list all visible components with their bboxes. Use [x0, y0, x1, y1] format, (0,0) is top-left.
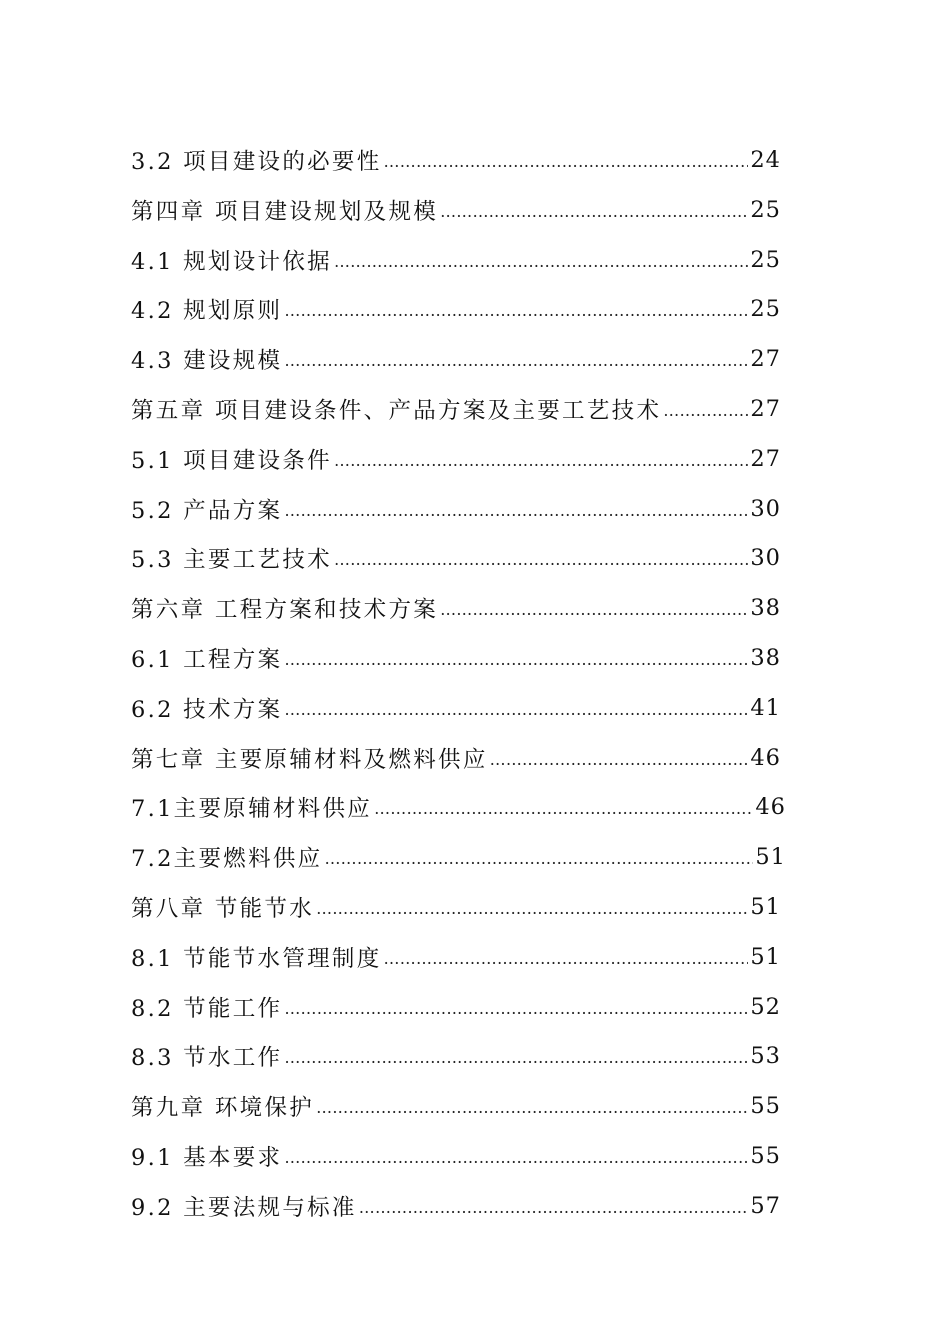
toc-entry[interactable] — [131, 442, 781, 476]
toc-entry[interactable] — [131, 641, 781, 675]
toc-entry-title: 6.2 技术方案 — [131, 696, 283, 723]
toc-entry[interactable] — [131, 840, 786, 874]
toc-dot-leader — [334, 451, 748, 476]
toc-entry[interactable] — [131, 541, 781, 575]
toc-dot-leader — [316, 1098, 748, 1123]
toc-entry[interactable] — [131, 1039, 781, 1073]
toc-entry-title: 8.1 节能节水管理制度 — [131, 945, 382, 972]
toc-entry-title: 第四章 项目建设规划及规模 — [131, 198, 439, 225]
toc-entry-title: 5.3 主要工艺技术 — [131, 547, 332, 574]
toc-entry[interactable] — [131, 1089, 781, 1123]
toc-dot-leader — [374, 799, 753, 824]
toc-entry[interactable] — [131, 492, 781, 526]
toc-entry-title: 9.2 主要法规与标准 — [131, 1194, 357, 1221]
toc-entry-title: 4.1 规划设计依据 — [131, 248, 332, 275]
toc-entry[interactable] — [131, 990, 781, 1024]
toc-entry[interactable] — [131, 591, 781, 625]
toc-entry-title: 5.1 项目建设条件 — [131, 447, 332, 474]
toc-dot-leader — [284, 650, 748, 675]
toc-entry-title: 8.2 节能工作 — [131, 995, 283, 1022]
toc-entry-page-number: 51 — [755, 844, 786, 871]
toc-entry[interactable] — [131, 143, 781, 177]
toc-entry-page-number: 57 — [750, 1192, 781, 1219]
toc-entry-title: 第五章 项目建设条件、产品方案及主要工艺技术 — [131, 398, 662, 424]
toc-entry-title: 第九章 环境保护 — [131, 1095, 315, 1122]
toc-entry-page-number: 38 — [750, 595, 781, 622]
toc-entry-page-number: 51 — [750, 943, 781, 970]
toc-dot-leader — [316, 899, 748, 924]
toc-dot-leader — [490, 750, 749, 775]
toc-dot-leader — [334, 252, 748, 277]
toc-dot-leader — [334, 550, 748, 575]
toc-entry[interactable] — [131, 292, 781, 326]
toc-dot-leader — [284, 1148, 748, 1173]
toc-entry[interactable] — [131, 741, 781, 775]
toc-entry-page-number: 55 — [750, 1143, 781, 1169]
toc-entry-page-number: 46 — [750, 744, 781, 771]
toc-entry[interactable] — [131, 342, 781, 376]
toc-dot-leader — [384, 152, 749, 177]
toc-entry-page-number: 25 — [750, 196, 781, 223]
toc-entry-page-number: 53 — [750, 1043, 781, 1070]
toc-entry[interactable] — [131, 940, 781, 974]
toc-dot-leader — [324, 849, 753, 874]
toc-entry-title: 3.2 项目建设的必要性 — [131, 149, 382, 175]
toc-entry-page-number: 27 — [750, 445, 781, 472]
toc-entry-title: 7.2主要燃料供应 — [131, 846, 323, 873]
toc-entry-page-number: 55 — [750, 1093, 781, 1120]
toc-entry[interactable] — [131, 243, 781, 277]
toc-entry-title: 5.2 产品方案 — [131, 497, 283, 524]
toc-entry-page-number: 27 — [750, 346, 781, 373]
toc-entry[interactable] — [131, 790, 786, 824]
toc-dot-leader — [359, 1198, 749, 1223]
toc-dot-leader — [440, 600, 748, 625]
toc-dot-leader — [284, 351, 748, 376]
toc-entry-title: 4.2 规划原则 — [131, 298, 283, 325]
toc-entry-page-number: 24 — [750, 147, 781, 173]
toc-entry-page-number: 46 — [755, 794, 786, 821]
toc-entry-page-number: 52 — [750, 993, 781, 1020]
toc-dot-leader — [284, 700, 748, 725]
toc-entry[interactable] — [131, 691, 781, 725]
toc-dot-leader — [440, 202, 748, 227]
toc-entry[interactable] — [131, 890, 781, 924]
toc-entry-title: 7.1主要原辅材料供应 — [131, 796, 373, 823]
toc-entry-page-number: 25 — [750, 246, 781, 273]
toc-entry-page-number: 38 — [750, 645, 781, 671]
toc-entry[interactable] — [131, 193, 781, 227]
toc-entry[interactable] — [131, 1189, 781, 1223]
toc-entry[interactable] — [131, 1139, 781, 1173]
toc-entry-page-number: 30 — [750, 545, 781, 572]
toc-entry-title: 8.3 节水工作 — [131, 1045, 283, 1072]
toc-entry-title: 9.1 基本要求 — [131, 1145, 283, 1171]
toc-entry[interactable] — [131, 392, 781, 426]
toc-entry-title: 6.1 工程方案 — [131, 647, 283, 673]
toc-entry-page-number: 30 — [750, 495, 781, 522]
toc-entry-title: 第八章 节能节水 — [131, 896, 315, 922]
toc-dot-leader — [284, 301, 748, 326]
toc-entry-title: 4.3 建设规模 — [131, 348, 283, 375]
toc-dot-leader — [663, 401, 748, 426]
toc-entry-page-number: 25 — [750, 296, 781, 323]
toc-dot-leader — [284, 999, 748, 1024]
toc-dot-leader — [284, 501, 748, 526]
toc-dot-leader — [384, 949, 749, 974]
toc-entry-page-number: 51 — [750, 894, 781, 920]
toc-dot-leader — [284, 1048, 748, 1073]
toc-entry-title: 第七章 主要原辅材料及燃料供应 — [131, 746, 488, 773]
toc-entry-title: 第六章 工程方案和技术方案 — [131, 597, 439, 624]
toc-entry-page-number: 41 — [750, 694, 781, 721]
toc-entry-page-number: 27 — [750, 396, 781, 422]
